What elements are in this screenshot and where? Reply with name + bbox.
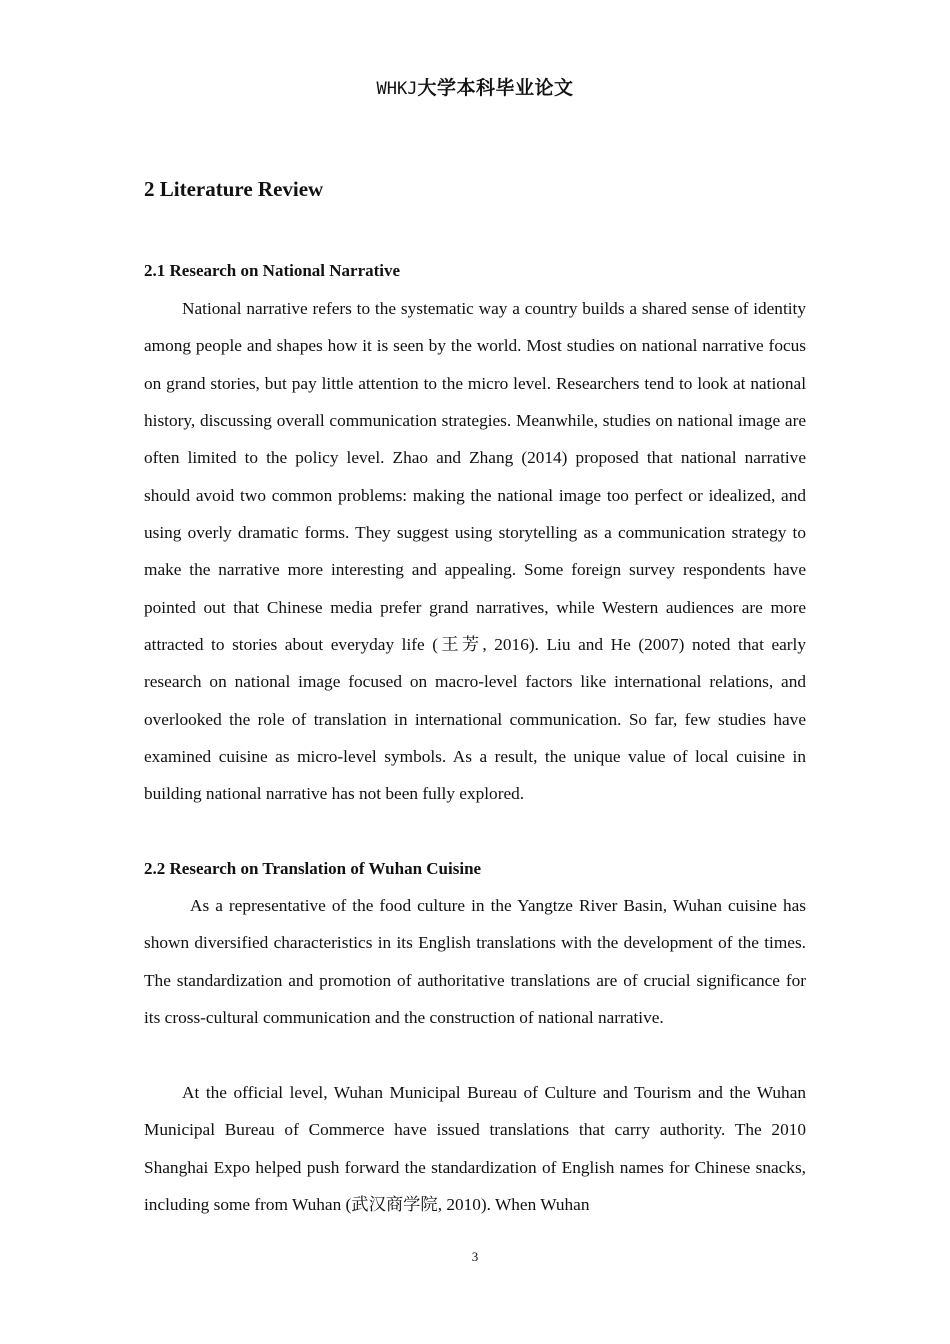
header-cjk: 大学本科毕业论文 — [417, 77, 574, 99]
paragraph-national-narrative: National narrative refers to the systematic way a country builds a shared sense of identity among people and shapes how it is seen by the world. Most studies on national narrative focus on grand stories, but pay little attention to the micro level. Researchers tend to look at national history, discussing overall communication strategies. Meanwhile, studies on national image are often limited to the policy level. Zhao and Zhang (2014) proposed that national narrative should avoid two common problems: making the national image too perfect or idealized, and using overly dramatic forms. They suggest using storytelling as a communication strategy to make the narrative more interesting and appealing. Some foreign survey respondents have pointed out that Chinese media prefer grand narratives, while Western audiences are more attracted to stories about everyday life (王芳, 2016). Liu and He (2007) noted that early research on national image focused on macro-level factors like international relations, and overlooked the role of translation in international communication. So far, few studies have examined cuisine as micro-level symbols. As a result, the unique value of local cuisine in building national narrative has not been fully explored. — [144, 299, 806, 804]
running-header — [0, 73, 950, 100]
section-heading-2-1: 2.1 Research on National Narrative — [144, 261, 401, 280]
page-number: 3 — [471, 1249, 479, 1264]
paragraph-official-level: At the official level, Wuhan Municipal Bureau of Culture and Tourism and the Wuhan Municipal Bureau of Commerce have issued translations that carry authority. The 2010 Shanghai Expo helped push forward the standardization of English names for Chinese snacks, including some from Wuhan (武汉商学院, 2010). When Wuhan — [144, 1083, 806, 1215]
section-heading-2-2: 2.2 Research on Translation of Wuhan Cuisine — [144, 859, 482, 878]
header-latin: WHKJ — [376, 79, 418, 99]
chapter-title: 2 Literature Review — [144, 177, 324, 201]
paragraph-wuhan-cuisine-intro: As a representative of the food culture in the Yangtze River Basin, Wuhan cuisine has shown diversified characteristics in its English translations with the development of the times. The standardization and promotion of authoritative translations are of crucial significance for its cross-cultural communication and the construction of national narrative. — [144, 896, 806, 1028]
